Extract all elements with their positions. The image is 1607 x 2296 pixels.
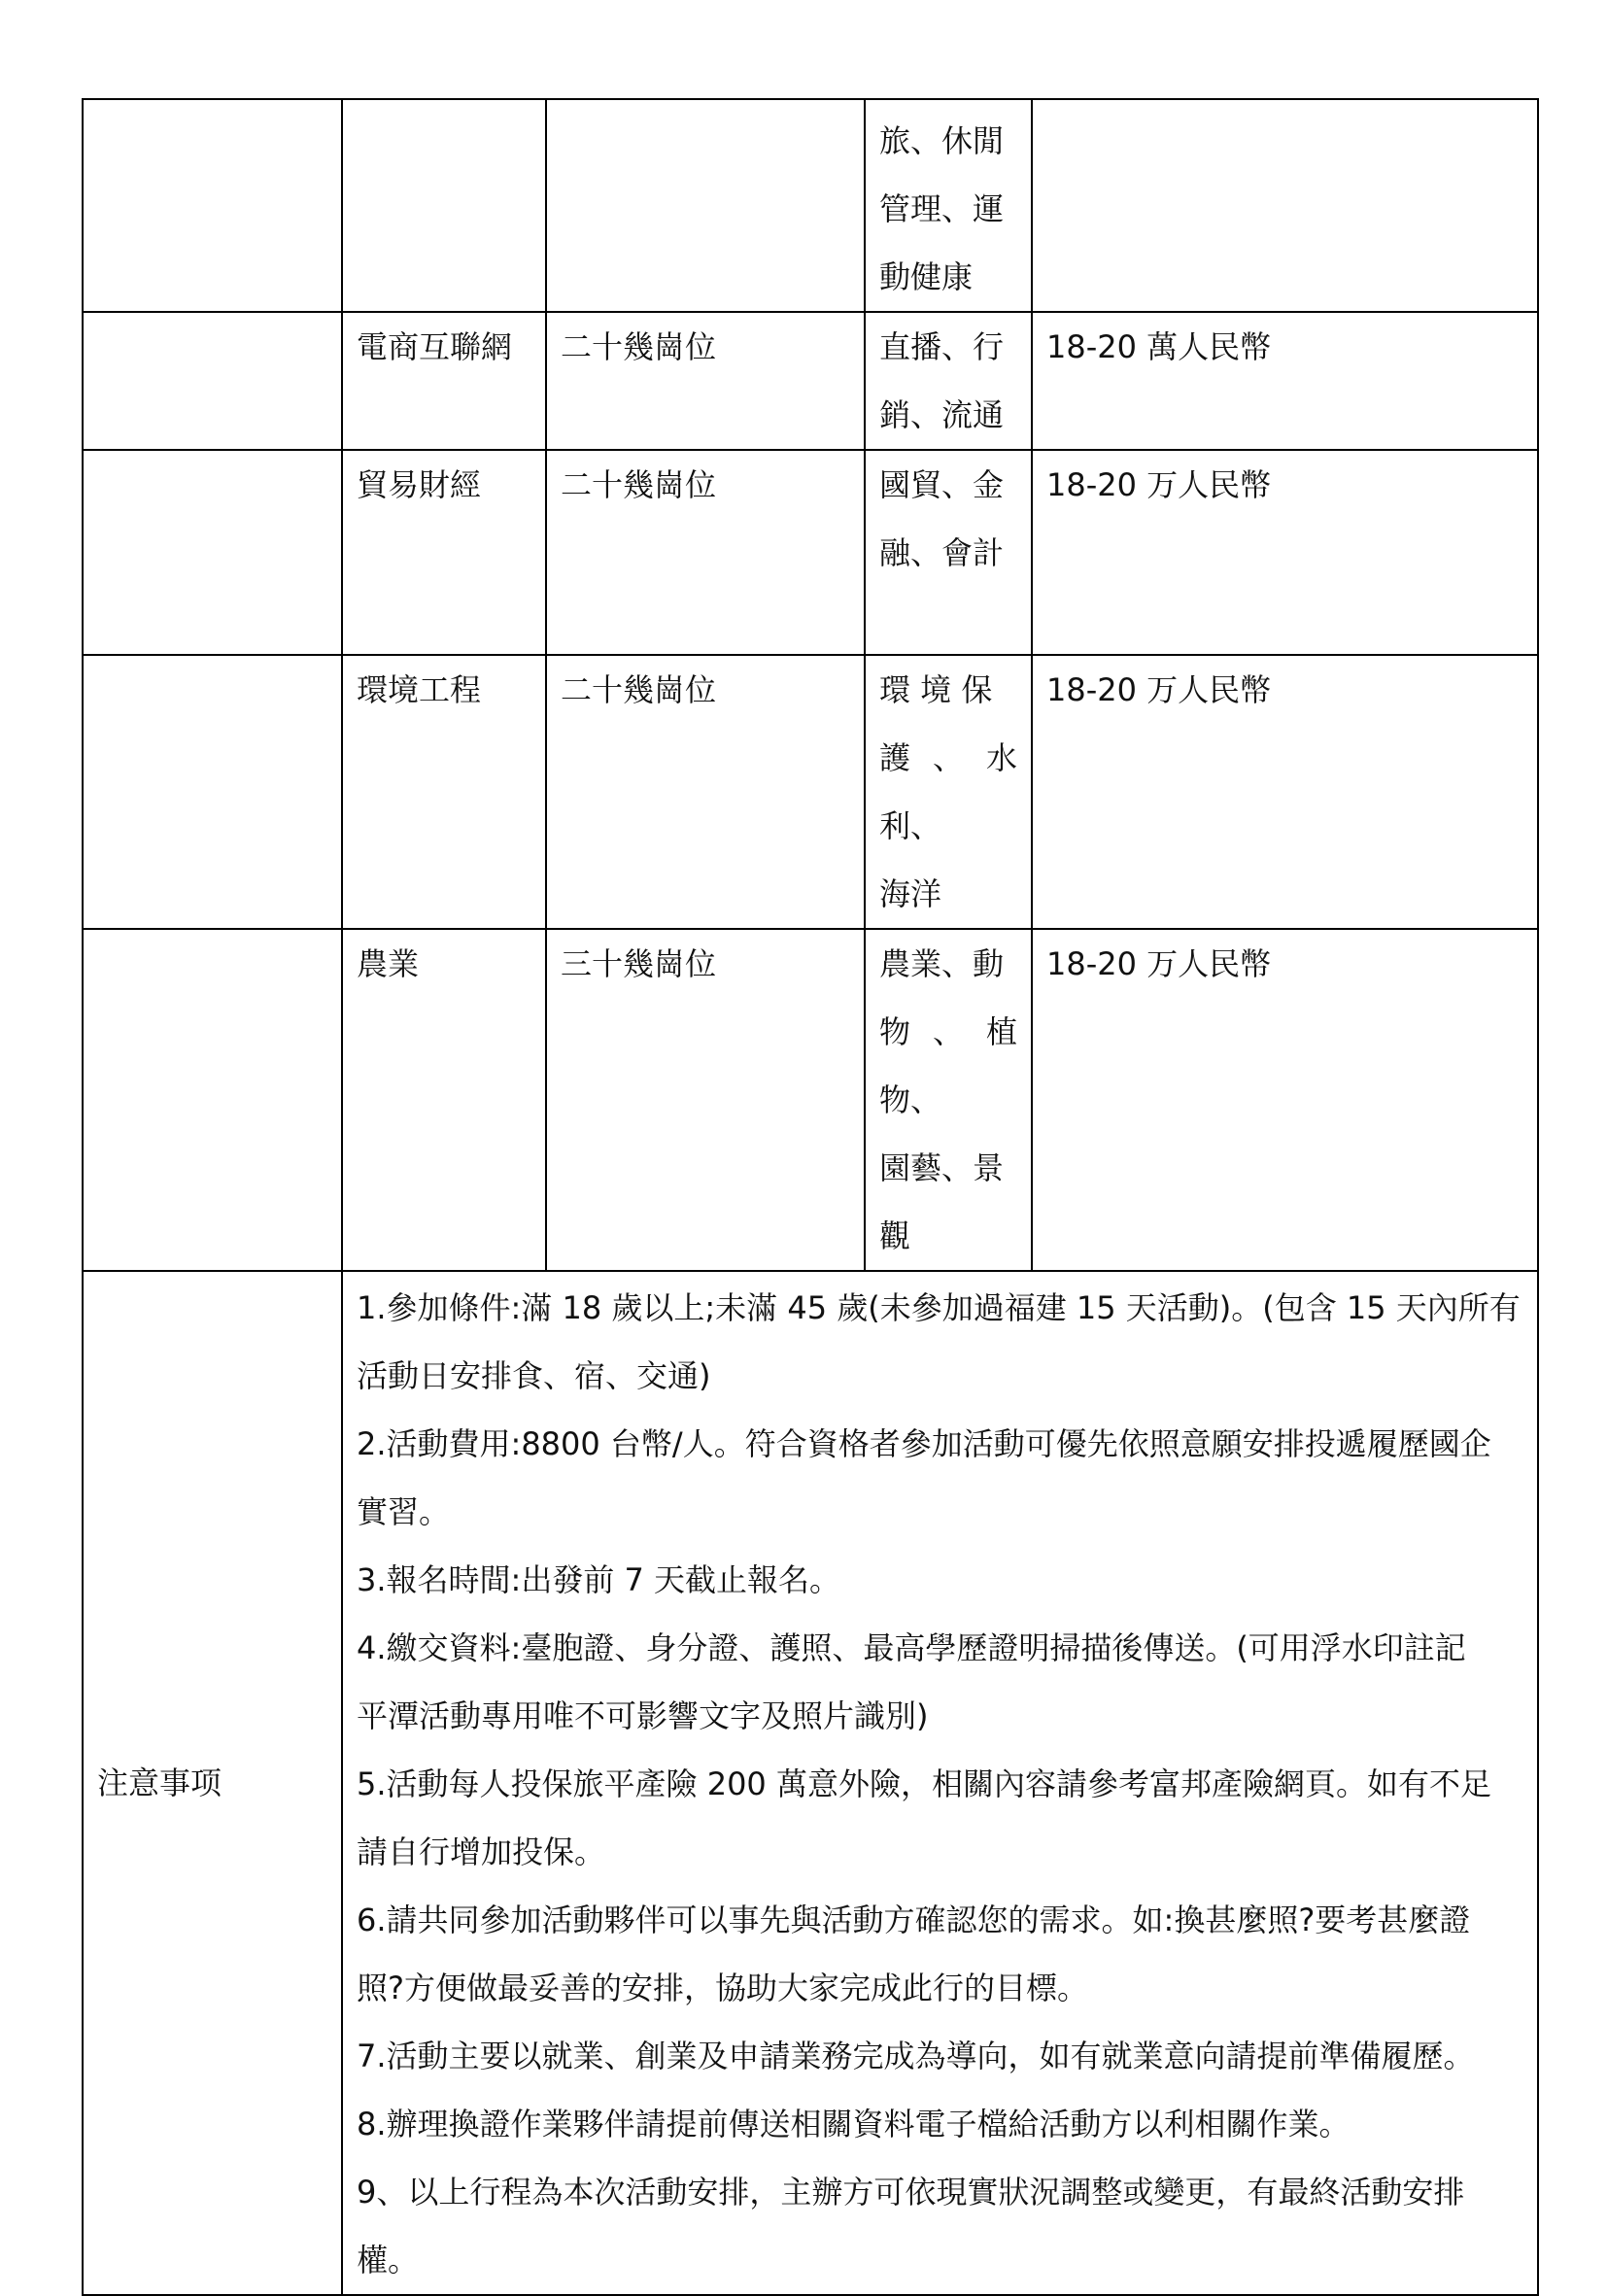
majors-line: 海洋 xyxy=(879,875,942,912)
category-cell xyxy=(83,655,342,929)
note-line: 2.活動費用:8800 台幣/人。符合資格者參加活動可優先依照意願安排投遞履歷國企 xyxy=(357,1425,1491,1462)
positions-cell: 二十幾崗位 xyxy=(546,312,865,450)
majors-cell xyxy=(865,450,1032,655)
positions-cell: 二十幾崗位 xyxy=(546,450,865,655)
positions-cell: 三十幾崗位 xyxy=(546,929,865,1271)
majors-line: 園藝、景 xyxy=(879,1149,1005,1186)
majors-line: 動健康 xyxy=(879,258,974,295)
salary-cell: 18-20 萬人民幣 xyxy=(1032,312,1538,450)
job-table xyxy=(82,98,1539,2296)
notes-label: 注意事项 xyxy=(97,1765,222,1801)
positions-cell xyxy=(546,99,865,312)
field-cell xyxy=(342,99,546,312)
majors-line: 融、會計 xyxy=(879,534,1005,571)
category-cell xyxy=(83,312,342,450)
table-row xyxy=(83,312,1538,450)
note-line: 4.繳交資料:臺胞證、身分證、護照、最高學歷證明掃描後傳送。(可用浮水印註記 xyxy=(357,1629,1466,1666)
note-line: 6.請共同參加活動夥伴可以事先與活動方確認您的需求。如:換甚麼照?要考甚麼證 xyxy=(357,1902,1471,1938)
majors-line: 護、水利、 xyxy=(879,739,1017,844)
table-row xyxy=(83,450,1538,655)
salary-cell: 18-20 万人民幣 xyxy=(1032,929,1538,1271)
category-cell xyxy=(83,450,342,655)
note-line: 1.參加條件:滿 18 歲以上;未滿 45 歲(未參加過福建 15 天活動)。(包含 15 天內所有 xyxy=(357,1289,1521,1326)
note-line: 照?方便做最妥善的安排，協助大家完成此行的目標。 xyxy=(357,1970,1088,2006)
majors-line: 直播、行 xyxy=(879,328,1005,365)
majors-cell xyxy=(865,99,1032,312)
note-line: 活動日安排食、宿、交通) xyxy=(357,1357,711,1394)
positions-cell: 二十幾崗位 xyxy=(546,655,865,929)
note-line: 平潭活動專用唯不可影響文字及照片識別) xyxy=(357,1697,929,1734)
category-cell xyxy=(83,99,342,312)
field-cell: 電商互聯網 xyxy=(342,312,546,450)
note-line: 權。 xyxy=(357,2242,420,2279)
notes-label-cell xyxy=(83,1271,342,2295)
majors-cell xyxy=(865,312,1032,450)
note-line: 5.活動每人投保旅平產險 200 萬意外險，相關內容請參考富邦產險網頁。如有不足 xyxy=(357,1765,1491,1802)
table-row xyxy=(83,99,1538,312)
field-cell: 貿易財經 xyxy=(342,450,546,655)
majors-line: 觀 xyxy=(879,1217,911,1254)
note-line: 3.報名時間:出發前 7 天截止報名。 xyxy=(357,1561,841,1598)
salary-cell: 18-20 万人民幣 xyxy=(1032,655,1538,929)
note-line: 7.活動主要以就業、創業及申請業務完成為導向，如有就業意向請提前準備履歷。 xyxy=(357,2038,1475,2074)
majors-line: 管理、運 xyxy=(879,190,1005,227)
notes-body-cell xyxy=(342,1271,1538,2295)
majors-line: 環 境 保 xyxy=(879,671,993,708)
note-line: 請自行增加投保。 xyxy=(357,1833,606,1870)
field-cell: 農業 xyxy=(342,929,546,1271)
field-cell: 環境工程 xyxy=(342,655,546,929)
majors-line: 銷、流通 xyxy=(879,396,1005,433)
salary-cell xyxy=(1032,99,1538,312)
notes-row xyxy=(83,1271,1538,2295)
majors-line: 旅、休閒 xyxy=(879,122,1005,159)
note-line: 實習。 xyxy=(357,1493,451,1530)
majors-line: 國貿、金 xyxy=(879,466,1005,503)
table-row xyxy=(83,655,1538,929)
category-cell xyxy=(83,929,342,1271)
majors-line: 農業、動 xyxy=(879,945,1005,982)
note-line: 8.辦理換證作業夥伴請提前傳送相關資料電子檔給活動方以利相關作業。 xyxy=(357,2106,1351,2142)
majors-line: 物、植物、 xyxy=(879,1013,1017,1118)
majors-cell xyxy=(865,929,1032,1271)
majors-cell xyxy=(865,655,1032,929)
table-row xyxy=(83,929,1538,1271)
salary-cell: 18-20 万人民幣 xyxy=(1032,450,1538,655)
note-line: 9、以上行程為本次活動安排，主辦方可依現實狀況調整或變更，有最終活動安排 xyxy=(357,2174,1465,2210)
